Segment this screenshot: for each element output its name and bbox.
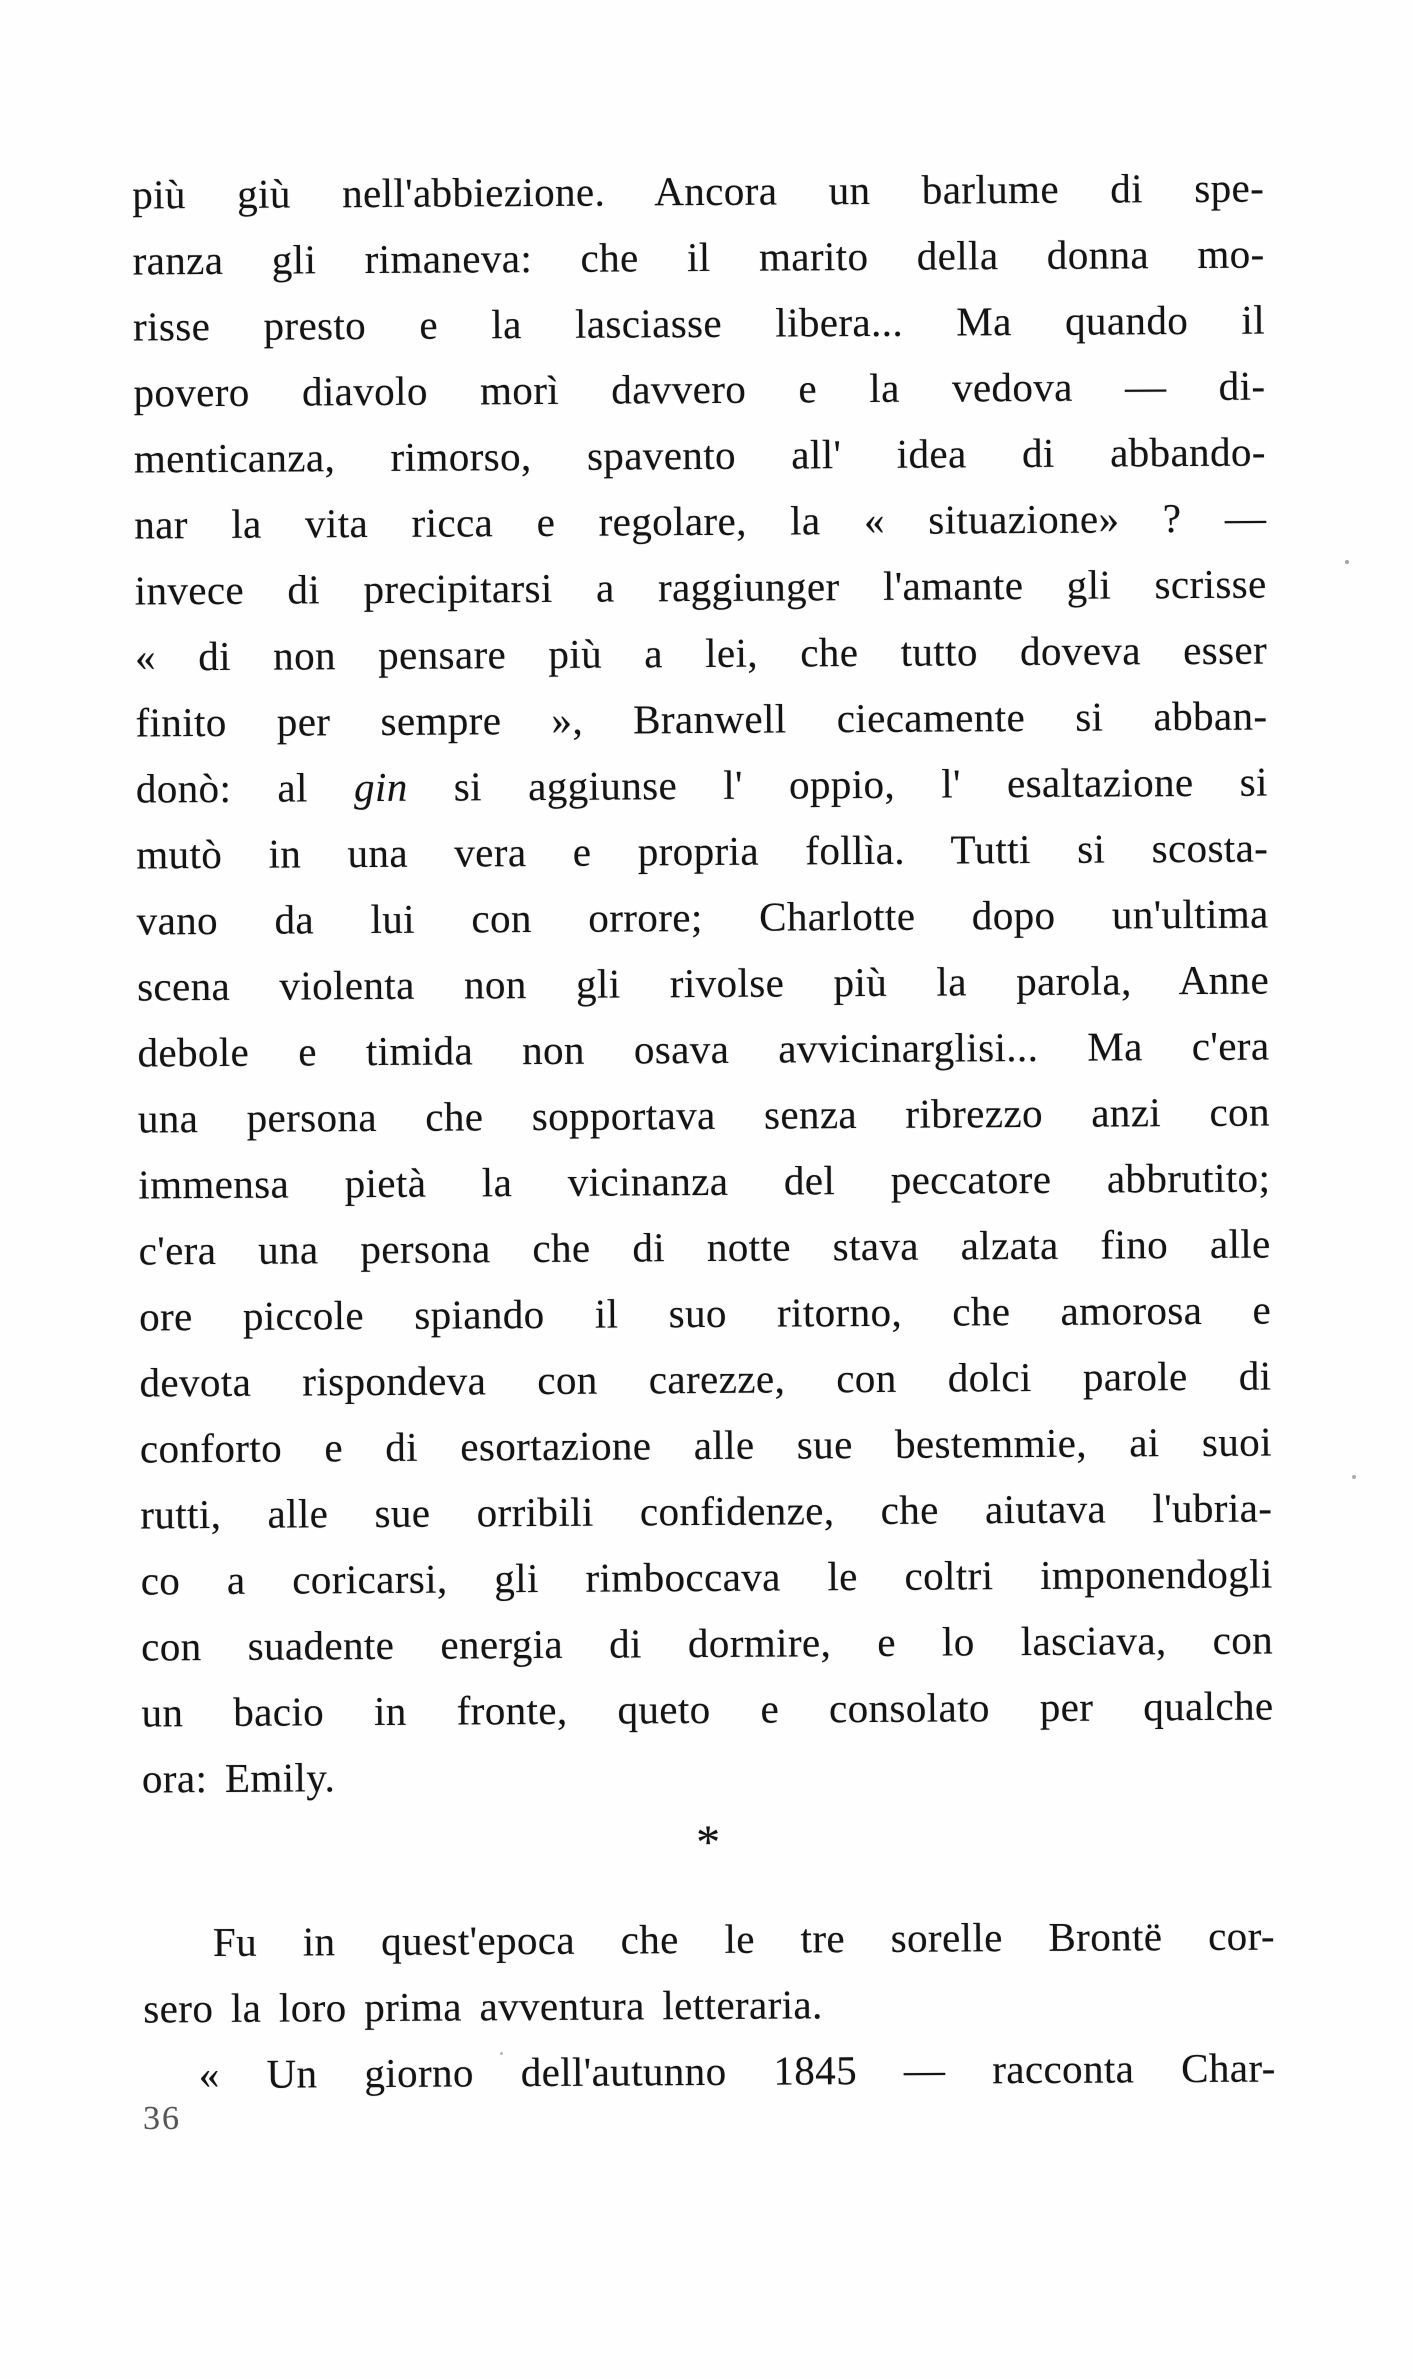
text-line: più giù nell'abbiezione. Ancora un barlume di spe- [132,164,1265,218]
text-line-with-italic [136,749,1268,822]
text-line: una persona che sopportava senza ribrezzo anzi con [137,1088,1271,1142]
text-line: ora: Emily. [141,1754,336,1802]
text-line: finito per sempre », Branwell ciecamente si abban- [135,692,1268,746]
text-line: risse presto e la lasciasse libera... Ma quando il [132,296,1266,350]
text-line: povero diavolo morì davvero e la vedova — di- [133,362,1266,416]
text-line: rutti, alle sue orribili confidenze, che aiutava l'ubria- [140,1484,1273,1538]
text-line: devota rispondeva con carezze, con dolci parole di [139,1352,1272,1406]
text-segment: si aggiunse l' oppio, l' esaltazione si [407,758,1269,810]
scan-speckle [1345,560,1349,564]
text-line: mutò in una vera e propria follìa. Tutti si scosta- [136,824,1269,878]
italic-word-gin: gin [353,763,408,811]
text-line: Fu in quest'epoca che le tre sorelle Brontë cor- [212,1912,1276,1966]
scan-speckle [1352,1475,1356,1479]
text-line: nar la vita ricca e regolare, la « situazione» ? — [134,494,1267,548]
section-separator: * [695,1815,721,1870]
text-line: immensa pietà la vicinanza del peccatore abbrutito; [138,1154,1271,1208]
text-line: sero la loro prima avventura letteraria. [143,1981,823,2032]
text-segment: donò: al [135,764,355,812]
text-line: ranza gli rimaneva: che il marito della donna mo- [132,230,1265,284]
text-line: « Un giorno dell'autunno 1845 — racconta Char- [198,2044,1276,2098]
text-line: con suadente energia di dormire, e lo lasciava, con [140,1616,1274,1670]
text-line: « di non pensare più a lei, che tutto doveva esser [134,626,1268,680]
text-line: un bacio in fronte, queto e consolato per qualche [141,1682,1274,1736]
text-line: menticanza, rimorso, spavento all' idea di abbando- [133,428,1267,482]
page-number: 36 [143,2100,181,2137]
text-line: conforto e di esortazione alle sue bestemmie, ai suoi [139,1418,1273,1472]
text-line: vano da lui con orrore; Charlotte dopo un'ultima [136,890,1269,944]
text-line: co a coricarsi, gli rimboccava le coltri imponendogli [140,1550,1273,1604]
text-line: c'era una persona che di notte stava alzata fino alle [138,1220,1271,1274]
text-line: invece di precipitarsi a raggiunger l'amante gli scrisse [134,560,1267,614]
text-line: debole e timida non osava avvicinarglisi... Ma c'era [137,1022,1270,1076]
page-text-block [132,155,1276,2108]
text-line: ore piccole spiando il suo ritorno, che amorosa e [138,1286,1272,1340]
text-line: scena violenta non gli rivolse più la parola, Anne [136,956,1270,1010]
scan-speckle [500,2052,503,2055]
